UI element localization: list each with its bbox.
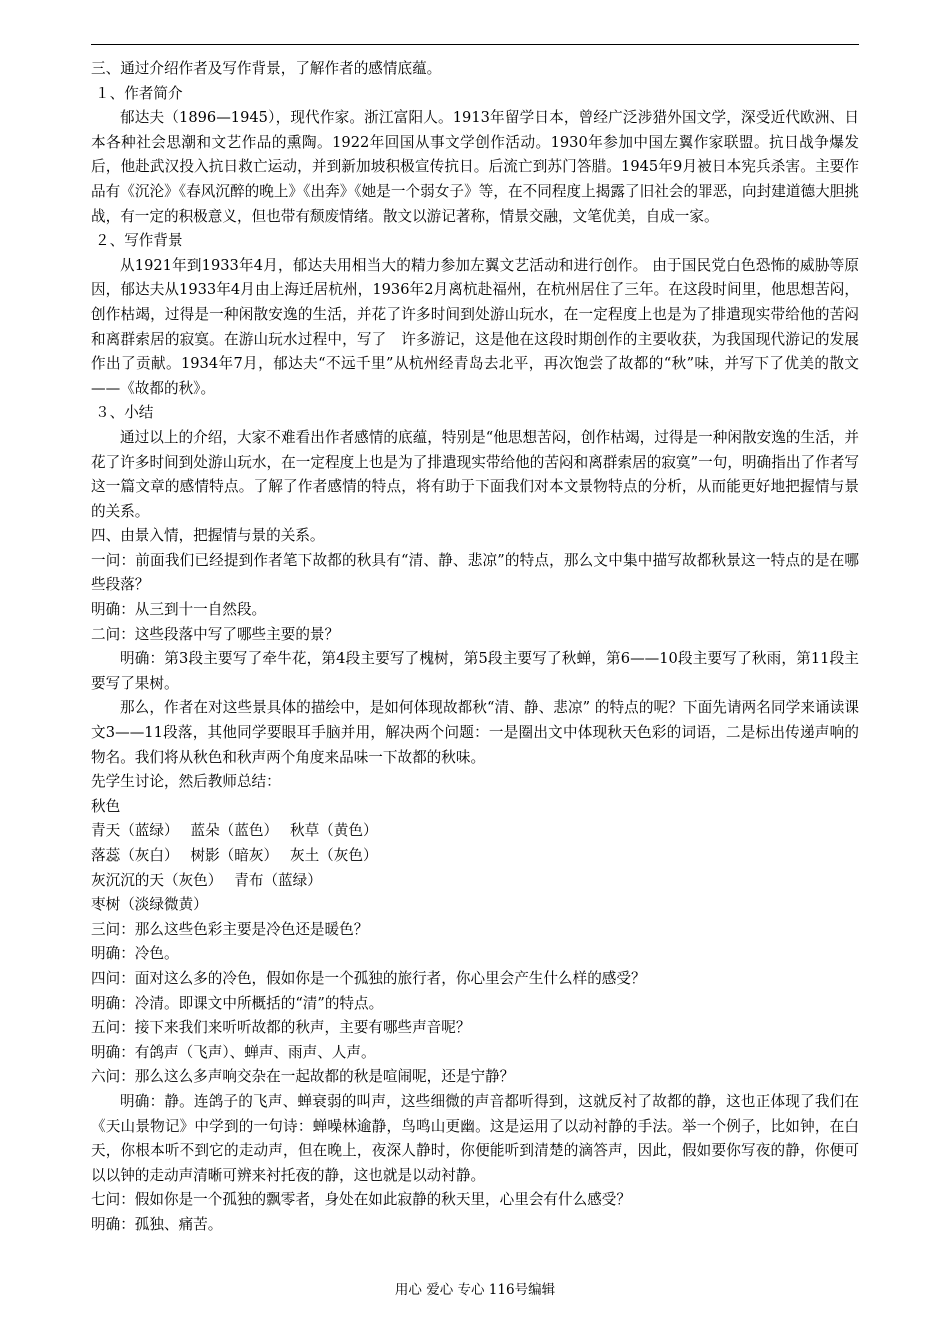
paragraph: 枣树（淡绿微黄）	[91, 896, 208, 914]
paragraph: 先学生讨论，然后教师总结：	[91, 773, 281, 791]
paragraph: ３、小结	[95, 404, 154, 422]
paragraph: 青天（蓝绿） 蓝朵（蓝色） 秋草（黄色）	[91, 822, 378, 840]
paragraph: 明确：静。连鸽子的飞声、蝉衰弱的叫声，这些细微的声音都听得到，这就反衬了故都的静，这也正体现了我们在《天山景物记》中学到的一句诗：蝉噪林逾静，鸟鸣山更幽。这是运用了以动衬静的手法。举一个例子，比如钟，在白天，你根本听不到它的走动声，但在晚上，夜深人静时，你便能听到清楚的滴答声，因此，假如要你写夜的静，你便可以以钟的走动声清晰可辨来衬托夜的静，这也就是以动衬静。	[91, 1092, 859, 1184]
paragraph: 秋色	[91, 797, 121, 815]
paragraph: １、作者简介	[95, 84, 183, 102]
paragraph: 明确：第3段主要写了牵牛花，第4段主要写了槐树，第5段主要写了秋蝉，第6——10段主要写了秋雨，第11段主要写了果树。	[91, 650, 859, 692]
paragraph: 一问：前面我们已经提到作者笔下故都的秋具有“清、静、悲凉”的特点，那么文中集中描写故都秋景这一特点的是在哪些段落？	[91, 551, 859, 594]
paragraph: 四、由景入情，把握情与景的关系。	[91, 527, 325, 545]
document-body	[91, 57, 859, 1238]
paragraph: 七问：假如你是一个孤独的飘零者，身处在如此寂静的秋天里，心里会有什么感受？	[91, 1191, 631, 1209]
paragraph: 落蕊（灰白） 树影（暗灰） 灰土（灰色）	[91, 847, 378, 864]
paragraph: 通过以上的介绍，大家不难看出作者感情的底蕴，特别是“他思想苦闷，创作枯竭，过得是一种闲散安逸的生活，并花了许多时间到处游山玩水，在一定程度上也是为了排遣现实带给他的苦闷和离群索居的寂寞”一句，明确指出了作者写这一篇文章的感情特点。了解了作者感情的特点，将有助于下面我们对本文景物特点的分析，从而能更好地把握情与景的关系。	[91, 428, 859, 520]
header-rule	[91, 44, 859, 45]
paragraph: 明确：从三到十一自然段。	[91, 601, 267, 619]
paragraph: 五问：接下来我们来听听故都的秋声，主要有哪些声音呢？	[91, 1019, 471, 1037]
paragraph: 明确：孤独、痛苦。	[91, 1215, 223, 1233]
paragraph: 六问：那么这么多声响交杂在一起故都的秋是喧闹呢，还是宁静？	[91, 1068, 515, 1086]
paragraph: 明确：有鸽声（飞声）、蝉声、雨声、人声。	[91, 1043, 376, 1061]
paragraph: 从1921年到1933年4月，郁达夫用相当大的精力参加左翼文艺活动和进行创作。 由于国民党白色恐怖的威胁等原因，郁达夫从1933年4月由上海迁居杭州，1936年2月离杭赴福州，在杭州居住了三年。在这段时间里，他思想苦闷，创作枯竭，过得是一种闲散安逸的生活，并花了许多时间到处游山玩水，在一定程度上也是为了排遣现实带给他的苦闷和离群索居的寂寞。在游山玩水过程中，写了 许多游记，这是他在这段时期创作的主要收获，为我国现代游记的发展作出了贡献。1934年7月，郁达夫“不远千里”从杭州经青岛去北平，再次饱尝了故都的“秋”味，并写下了优美的散文——《故都的秋》。	[91, 256, 859, 397]
paragraph: 郁达夫（1896—1945），现代作家。浙江富阳人。1913年留学日本，曾经广泛涉猎外国文学，深受近代欧洲、日本各种社会思潮和文艺作品的熏陶。1922年回国从事文学创作活动。1930年参加中国左翼作家联盟。抗日战争爆发后，他赴武汉投入抗日救亡运动，并到新加坡积极宣传抗日。后流亡到苏门答腊。1945年9月被日本宪兵杀害。主要作品有《沉沦》《春风沉醉的晚上》《出奔》《她是一个弱女子》等，在不同程度上揭露了旧社会的罪恶，向封建道德大胆挑战，有一定的积极意义，但也带有颓废情绪。散文以游记著称，情景交融，文笔优美，自成一家。	[91, 109, 859, 225]
paragraph: 灰沉沉的天（灰色） 青布（蓝绿）	[91, 871, 322, 889]
paragraph: 三、通过介绍作者及写作背景，了解作者的感情底蕴。	[91, 60, 442, 77]
paragraph: 明确：冷清。即课文中所概括的“清”的特点。	[91, 994, 384, 1012]
paragraph: ２、写作背景	[95, 232, 183, 250]
paragraph: 二问：这些段落中写了哪些主要的景？	[91, 625, 340, 643]
paragraph: 明确：冷色。	[91, 945, 179, 963]
paragraph: 三问：那么这些色彩主要是冷色还是暖色？	[91, 920, 369, 938]
page-footer: 用心 爱心 专心 116号编辑	[394, 1282, 556, 1298]
paragraph: 那么，作者在对这些景具体的描绘中，是如何体现故都秋“清、静、悲凉” 的特点的呢？下面先请两名同学来诵读课文3——11段落，其他同学要眼耳手脑并用，解决两个问题：一是圈出文中体现秋天色彩的词语，二是标出传递声响的物名。我们将从秋色和秋声两个角度来品味一下故都的秋味。	[91, 699, 859, 766]
paragraph: 四问：面对这么多的冷色，假如你是一个孤独的旅行者，你心里会产生什么样的感受？	[91, 969, 646, 987]
